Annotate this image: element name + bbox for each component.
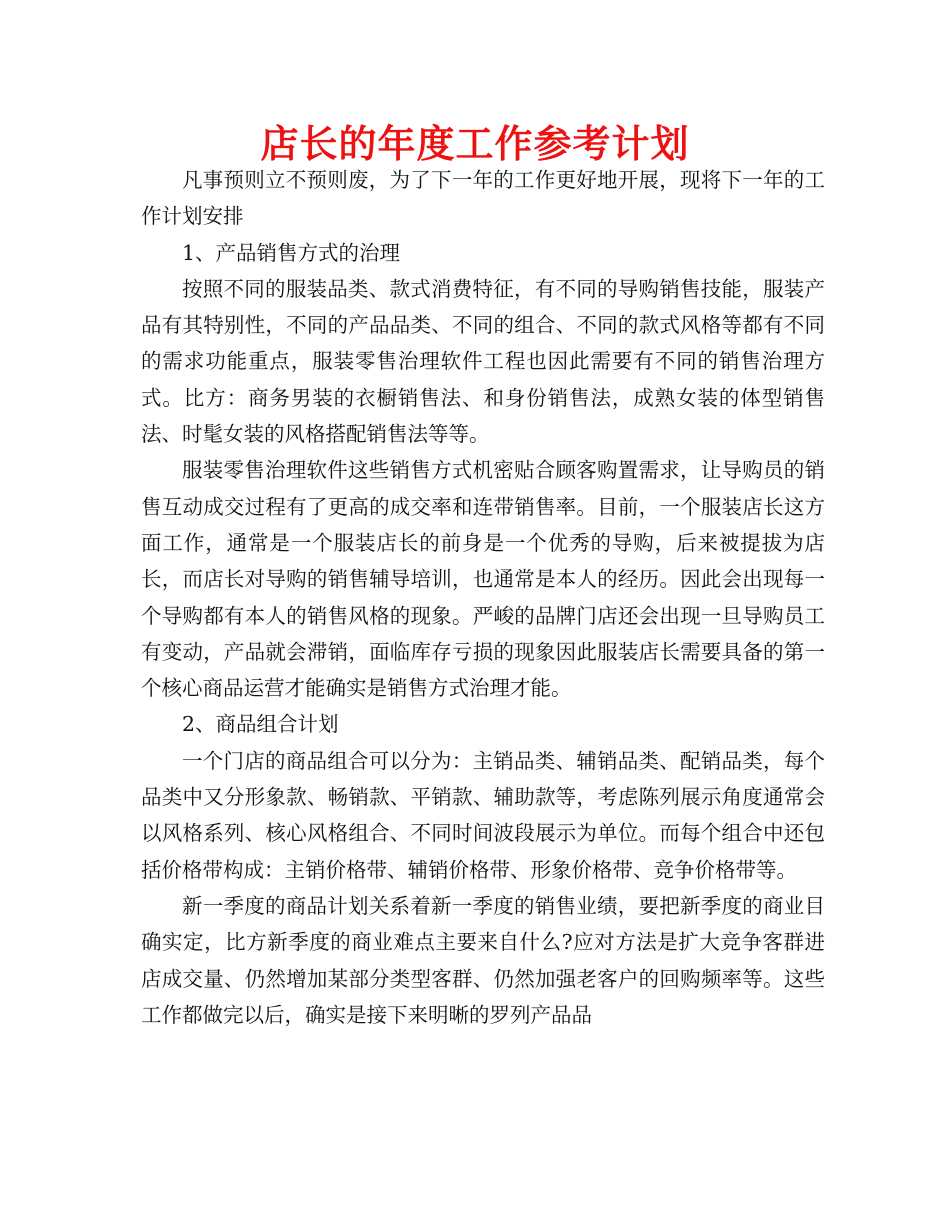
document-title: 店长的年度工作参考计划 [260,122,690,166]
intro-paragraph: 凡事预则立不预则废，为了下一年的工作更好地开展，现将下一年的工作计划安排 [141,168,825,229]
document-body [141,162,825,1033]
section-heading-1: 1、产品销售方式的治理 [182,240,401,265]
body-paragraph: 新一季度的商品计划关系着新一季度的销售业绩，要把新季度的商业目确实定，比方新季度的商业难点主要来自什么?应对方法是扩大竞争客群进店成交量、仍然增加某部分类型客群、仍然加强老客户的回购频率等。这些工作都做完以后，确实是接下来明晰的罗列产品品 [141,893,825,1027]
body-paragraph: 一个门店的商品组合可以分为：主销品类、辅销品类、配销品类，每个品类中又分形象款、畅销款、平销款、辅助款等，考虑陈列展示角度通常会以风格系列、核心风格组合、不同时间波段展示为单位。而每个组合中还包括价格带构成：主销价格带、辅销价格带、形象价格带、竞争价格带等。 [141,748,825,882]
section-heading-2: 2、商品组合计划 [182,712,339,737]
body-paragraph: 服装零售治理软件这些销售方式机密贴合顾客购置需求，让导购员的销售互动成交过程有了更高的成交率和连带销售率。目前，一个服装店长这方面工作，通常是一个服装店长的前身是一个优秀的导购，后来被提拔为店长，而店长对导购的销售辅导培训，也通常是本人的经历。因此会出现每一个导购都有本人的销售风格的现象。严峻的品牌门店还会出现一旦导购员工有变动，产品就会滞销，面临库存亏损的现象因此服装店长需要具备的第一个核心商品运营才能确实是销售方式治理才能。 [141,458,825,701]
body-paragraph: 按照不同的服装品类、款式消费特征，有不同的导购销售技能，服装产品有其特别性，不同的产品品类、不同的组合、不同的款式风格等都有不同的需求功能重点，服装零售治理软件工程也因此需要有不同的销售治理方式。比方：商务男装的衣橱销售法、和身份销售法，成熟女装的体型销售法、时髦女装的风格搭配销售法等等。 [141,276,825,447]
